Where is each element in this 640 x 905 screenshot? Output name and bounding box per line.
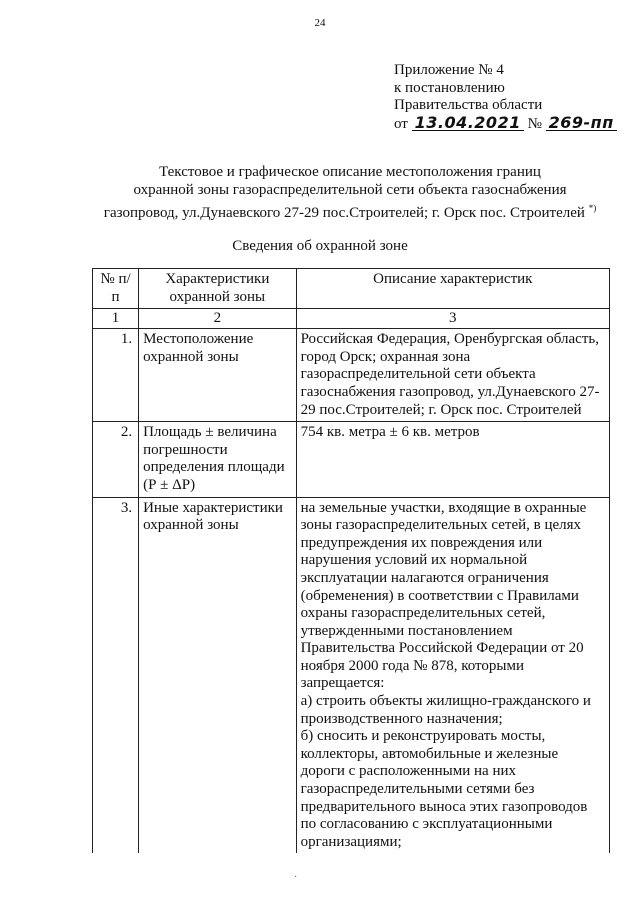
title-line-3-text: газопровод, ул.Дунаевского 27-29 пос.Строителей; г. Орск пос. Строителей bbox=[103, 205, 585, 221]
col-number-3: 3 bbox=[296, 309, 609, 329]
document-title bbox=[80, 163, 620, 222]
appendix-number: 269-пп bbox=[546, 115, 617, 131]
title-line-2: охранной зоны газораспределительной сети объекта газоснабжения bbox=[133, 182, 567, 198]
column-number-row bbox=[93, 309, 610, 329]
table-header-row bbox=[93, 269, 610, 309]
row-number: 3. bbox=[93, 497, 139, 853]
col-number-2: 2 bbox=[139, 309, 296, 329]
appendix-from-label: от bbox=[394, 115, 408, 132]
appendix-line-1: Приложение № 4 bbox=[394, 62, 504, 78]
header-description: Описание характеристик bbox=[296, 269, 609, 309]
row-description-text: 754 кв. метра ± 6 кв. метров bbox=[300, 424, 480, 441]
row-description-text: Российская Федерация, Оренбургская область, город Орск; охранная зона газораспределительной сети объекта газоснабжения газопровод, ул.Дунаевского 27-29 пос.Строителей; г. Орск пос. Строителей bbox=[300, 331, 600, 418]
table-row bbox=[93, 329, 610, 422]
row-characteristic: Местоположение охранной зоны bbox=[139, 329, 296, 422]
title-line-3 bbox=[80, 199, 620, 222]
row-characteristic: Иные характеристики охранной зоны bbox=[139, 497, 296, 853]
row-number: 2. bbox=[93, 422, 139, 497]
row-description-text: на земельные участки, входящие в охранные зоны газораспределительных сетей, в целях предупреждения их повреждения или нарушения условий их нормальной эксплуатации налагаются ограничения (обременения) в соответствии с Правилами охраны газораспределительных сетей, утвержденными постановлением Правительства Российской Федерации от 20 ноября 2000 года № 878, которыми запрещается: bbox=[300, 499, 587, 692]
title-line-1: Текстовое и графическое описание местоположения границ bbox=[159, 164, 541, 180]
appendix-number-label: № bbox=[527, 115, 542, 132]
appendix-line-2: к постановлению bbox=[394, 79, 505, 96]
row-description bbox=[296, 422, 609, 497]
footer-mark: · bbox=[294, 872, 298, 883]
row-characteristic: Площадь ± величина погрешности определения площади (Р ± ΔР) bbox=[139, 422, 296, 497]
appendix-date: 13.04.2021 bbox=[412, 115, 524, 131]
row-number: 1. bbox=[93, 329, 139, 422]
appendix-date-line bbox=[394, 112, 617, 134]
header-number: № п/п bbox=[93, 269, 139, 309]
table-row bbox=[93, 497, 610, 853]
footnote-mark: *) bbox=[588, 203, 597, 213]
header-characteristic: Характеристики охранной зоны bbox=[139, 269, 296, 309]
zone-info-table bbox=[92, 268, 610, 853]
col-number-1: 1 bbox=[93, 309, 139, 329]
row-description bbox=[296, 497, 609, 853]
row-description bbox=[296, 329, 609, 422]
page-number: 24 bbox=[314, 17, 326, 29]
appendix-line-3: Правительства области bbox=[394, 97, 543, 113]
section-subtitle: Сведения об охранной зоне bbox=[232, 238, 408, 254]
row-description-item-b: б) сносить и реконструировать мосты, коллекторы, автомобильные и железные дороги с расположенными на них газораспределительными сетями без предварительного выноса этих газопроводов по согласованию с эксплуатационными организациями; bbox=[300, 728, 588, 850]
appendix-block bbox=[394, 62, 617, 133]
table-row bbox=[93, 422, 610, 497]
row-description-item-a: а) строить объекты жилищно-гражданского и производственного назначения; bbox=[300, 693, 591, 727]
